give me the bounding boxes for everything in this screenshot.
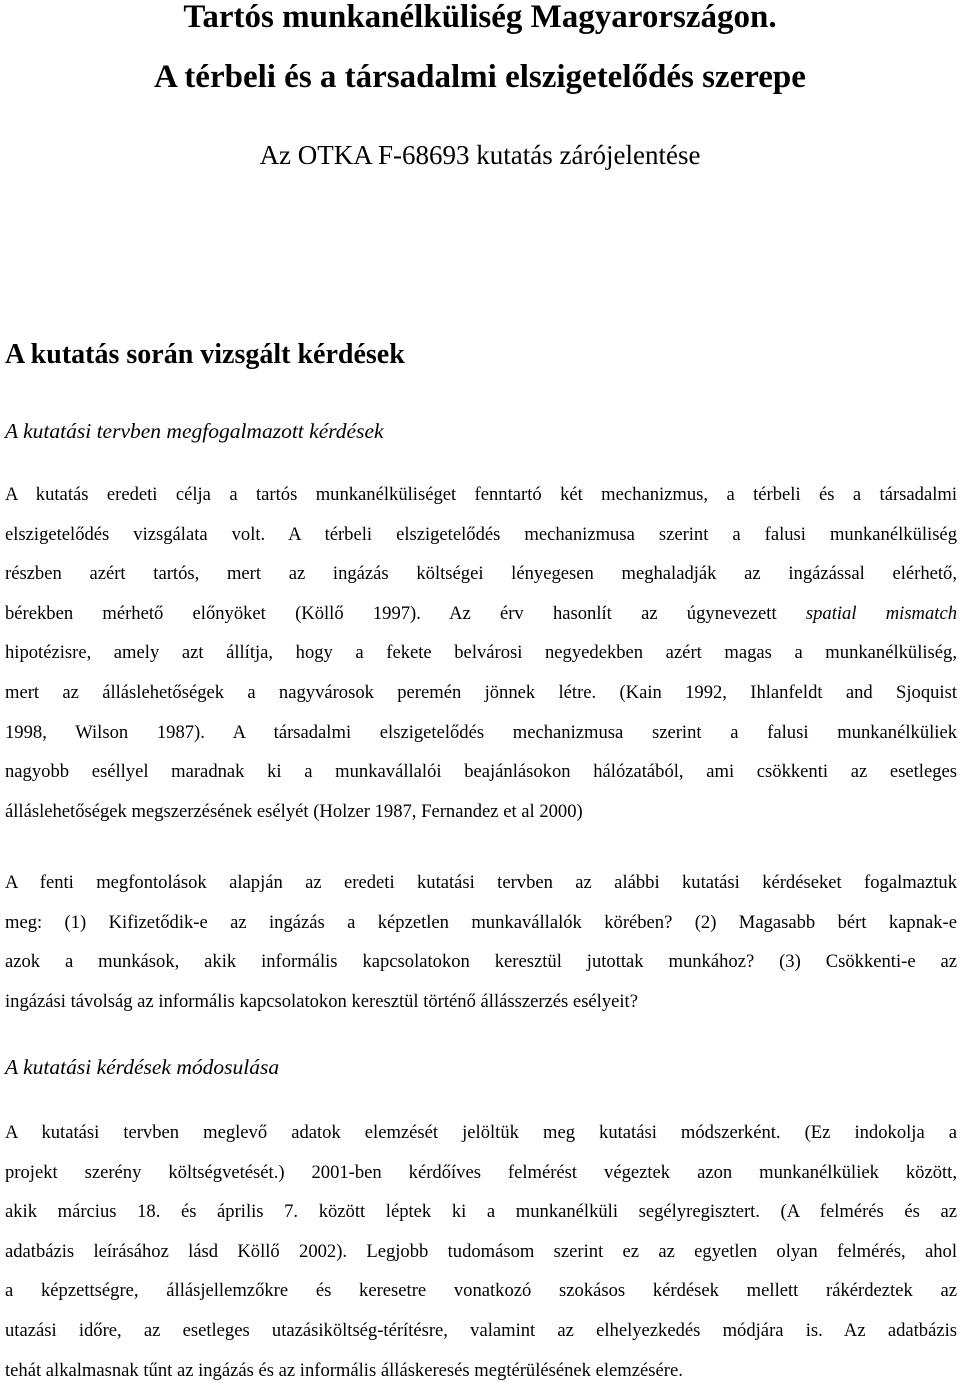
document-title-line-1: Tartós munkanélküliség Magyarországon. bbox=[183, 0, 777, 35]
text-line-with-italic bbox=[5, 594, 957, 634]
text-line: álláslehetőségek megszerzésének esélyét (Holzer 1987, Fernandez et al 2000) bbox=[5, 800, 583, 822]
text-line: ingázási távolság az informális kapcsolatokon keresztül történő állásszerzés esélyeit? bbox=[5, 990, 638, 1012]
italic-term: spatial mismatch bbox=[805, 602, 958, 624]
text-line: projekt szerény költségvetését.) 2001-ben kérdőíves felmérést végeztek azon munkanélküliek között, bbox=[5, 1161, 957, 1183]
text-line: mert az álláslehetőségek a nagyvárosok peremén jönnek létre. (Kain 1992, Ihlanfeldt and Sjoquist bbox=[5, 681, 957, 703]
subsection-heading-planned-questions: A kutatási tervben megfogalmazott kérdések bbox=[5, 419, 384, 443]
text-line: elszigetelődés vizsgálata volt. A térbeli elszigetelődés mechanizmusa szerint a falusi munkanélküliség bbox=[5, 523, 957, 545]
text-line: tehát alkalmasnak tűnt az ingázás és az informális álláskeresés megtérülésének elemzésére. bbox=[5, 1359, 683, 1381]
text-line: adatbázis leírásához lásd Köllő 2002). Legjobb tudomásom szerint ez az egyetlen olyan felmérés, ahol bbox=[5, 1240, 957, 1262]
text-line: meg: (1) Kifizetődik-e az ingázás a képzetlen munkavállalók körében? (2) Magasabb bért kapnak-e bbox=[5, 911, 957, 933]
document-title-line-2: A térbeli és a társadalmi elszigetelődés szerepe bbox=[154, 59, 806, 95]
paragraph-research-questions bbox=[5, 863, 957, 1021]
text-line: A fenti megfontolások alapján az eredeti kutatási tervben az alábbi kutatási kérdéseket fogalmaztuk bbox=[5, 872, 957, 893]
text-line: nagyobb eséllyel maradnak ki a munkavállalói beajánlásokon hálózatából, ami csökkenti az esetleges bbox=[5, 761, 957, 783]
text-line: részben azért tartós, mert az ingázás költségei lényegesen meghaladják az ingázással elérhető, bbox=[5, 563, 957, 585]
text-fragment: bérekben mérhető előnyöket (Köllő 1997). Az érv hasonlít az úgynevezett bbox=[5, 602, 806, 624]
paragraph-methodology bbox=[5, 1113, 957, 1390]
text-line: azok a munkások, akik informális kapcsolatokon keresztül jutottak munkához? (3) Csökkenti-e az bbox=[5, 951, 957, 973]
paragraph-research-goal bbox=[5, 475, 957, 831]
text-line: A kutatás eredeti célja a tartós munkanélküliséget fenntartó két mechanizmus, a térbeli és a társadalmi bbox=[5, 484, 957, 505]
text-line: hipotézisre, amely azt állítja, hogy a fekete belvárosi negyedekben azért magas a munkanélküliség, bbox=[5, 642, 957, 664]
text-line: a képzettségre, állásjellemzőkre és keresetre vonatkozó szokásos kérdések mellett rákérdeztek az bbox=[5, 1280, 957, 1302]
section-heading: A kutatás során vizsgált kérdések bbox=[5, 339, 405, 370]
document-subtitle: Az OTKA F-68693 kutatás zárójelentése bbox=[259, 140, 701, 170]
text-line: 1998, Wilson 1987). A társadalmi elszigetelődés mechanizmusa szerint a falusi munkanélküliek bbox=[5, 721, 957, 743]
subsection-heading-modified-questions: A kutatási kérdések módosulása bbox=[5, 1055, 280, 1079]
text-line: akik március 18. és április 7. között léptek ki a munkanélküli segélyregisztert. (A felmérés és az bbox=[5, 1201, 957, 1223]
text-line: A kutatási tervben meglevő adatok elemzését jelöltük meg kutatási módszerként. (Ez indokolja a bbox=[5, 1122, 957, 1143]
text-line: utazási időre, az esetleges utazásiköltség-térítésre, valamint az elhelyezkedés módjára is. Az adatbázis bbox=[5, 1319, 957, 1341]
